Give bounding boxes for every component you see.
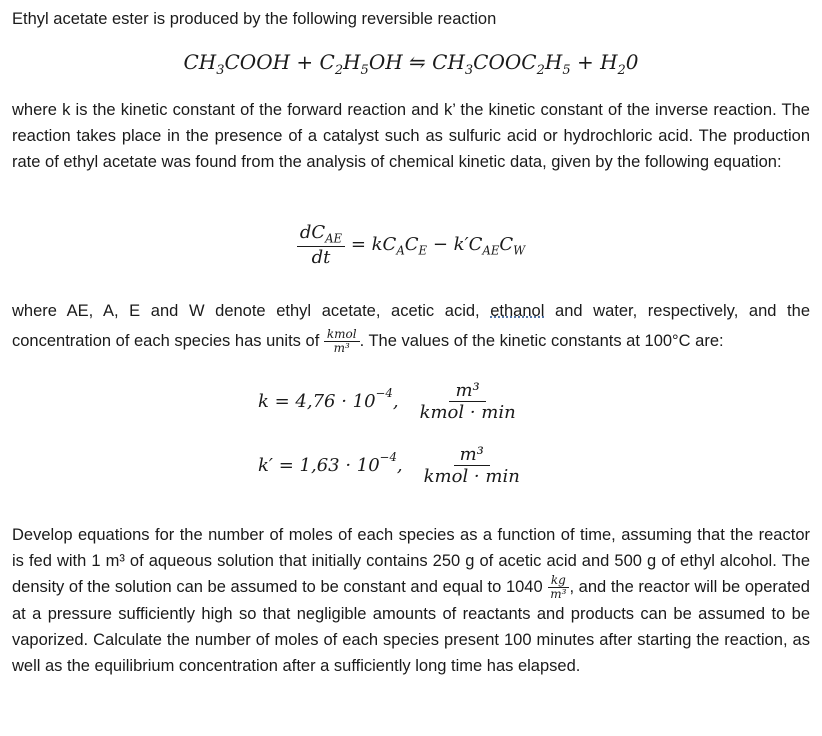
description-paragraph: where k is the kinetic constant of the forward reaction and k’ the kinetic constant of the inverse reaction. The reaction takes place in the presence of a catalyst such as sulfuric acid or hydrochloric acid. The production rate of ethyl acetate was found from the analysis of chemical kinetic data, given by the following equation: — [12, 101, 810, 171]
constant-k-prime: k′ = 1,63 · 10 $^{-4}$ , $\frac{\text{m³}}{\text{kmol · min}}$ — [258, 444, 520, 487]
ethanol-word: ethanol — [490, 302, 545, 320]
task-paragraph: Develop equations for the number of moles of each species as a function of time, assuming that the reactor is fed with 1 m³ of aqueous solution that initially contains 250 g of acetic acid and 500 g of ethyl alcohol. The density of the solution can be assumed to be constant and equal to 1040 $\frac{kg}{\text{m³}}$ , and the reactor will be operated at a pressure sufficiently high so that negligible amounts of reactants and products can be assumed to be vaporized. Calculate the number of moles of each species present 100 minutes after starting the reaction, as well as the equilibrium concentration after a sufficiently long time has elapsed. — [12, 526, 810, 676]
constant-k: k = 4,76 · 10 $^{-4}$ , $\frac{\text{m³}}{\text{kmol · min}}$ — [258, 380, 516, 423]
intro-text: Ethyl acetate ester is produced by the following reversible reaction — [12, 10, 497, 28]
rate-equation: $\frac{dC_{AE}}{dt}$ = $kC_AC_E - k'C_{AE}C_W$ — [0, 222, 822, 268]
density-units-fraction: $\frac{kg}{\text{m³}}$ — [547, 574, 569, 601]
reaction-equation: $CH_3COOH + C_2H_5OH$ ⇋ $CH_3COOC_2H_5 + H_20$ — [183, 50, 639, 78]
species-paragraph: where AE, A, E and W denote ethyl acetate, acetic acid, ethanol and water, respectively, and the concentration of each species has units of $\frac{\text{kmol}}{\text{m³}}$ . The values of the kinetic constants at 100°C are: — [12, 302, 810, 356]
units-fraction: $\frac{\text{kmol}}{\text{m³}}$ — [324, 328, 360, 355]
